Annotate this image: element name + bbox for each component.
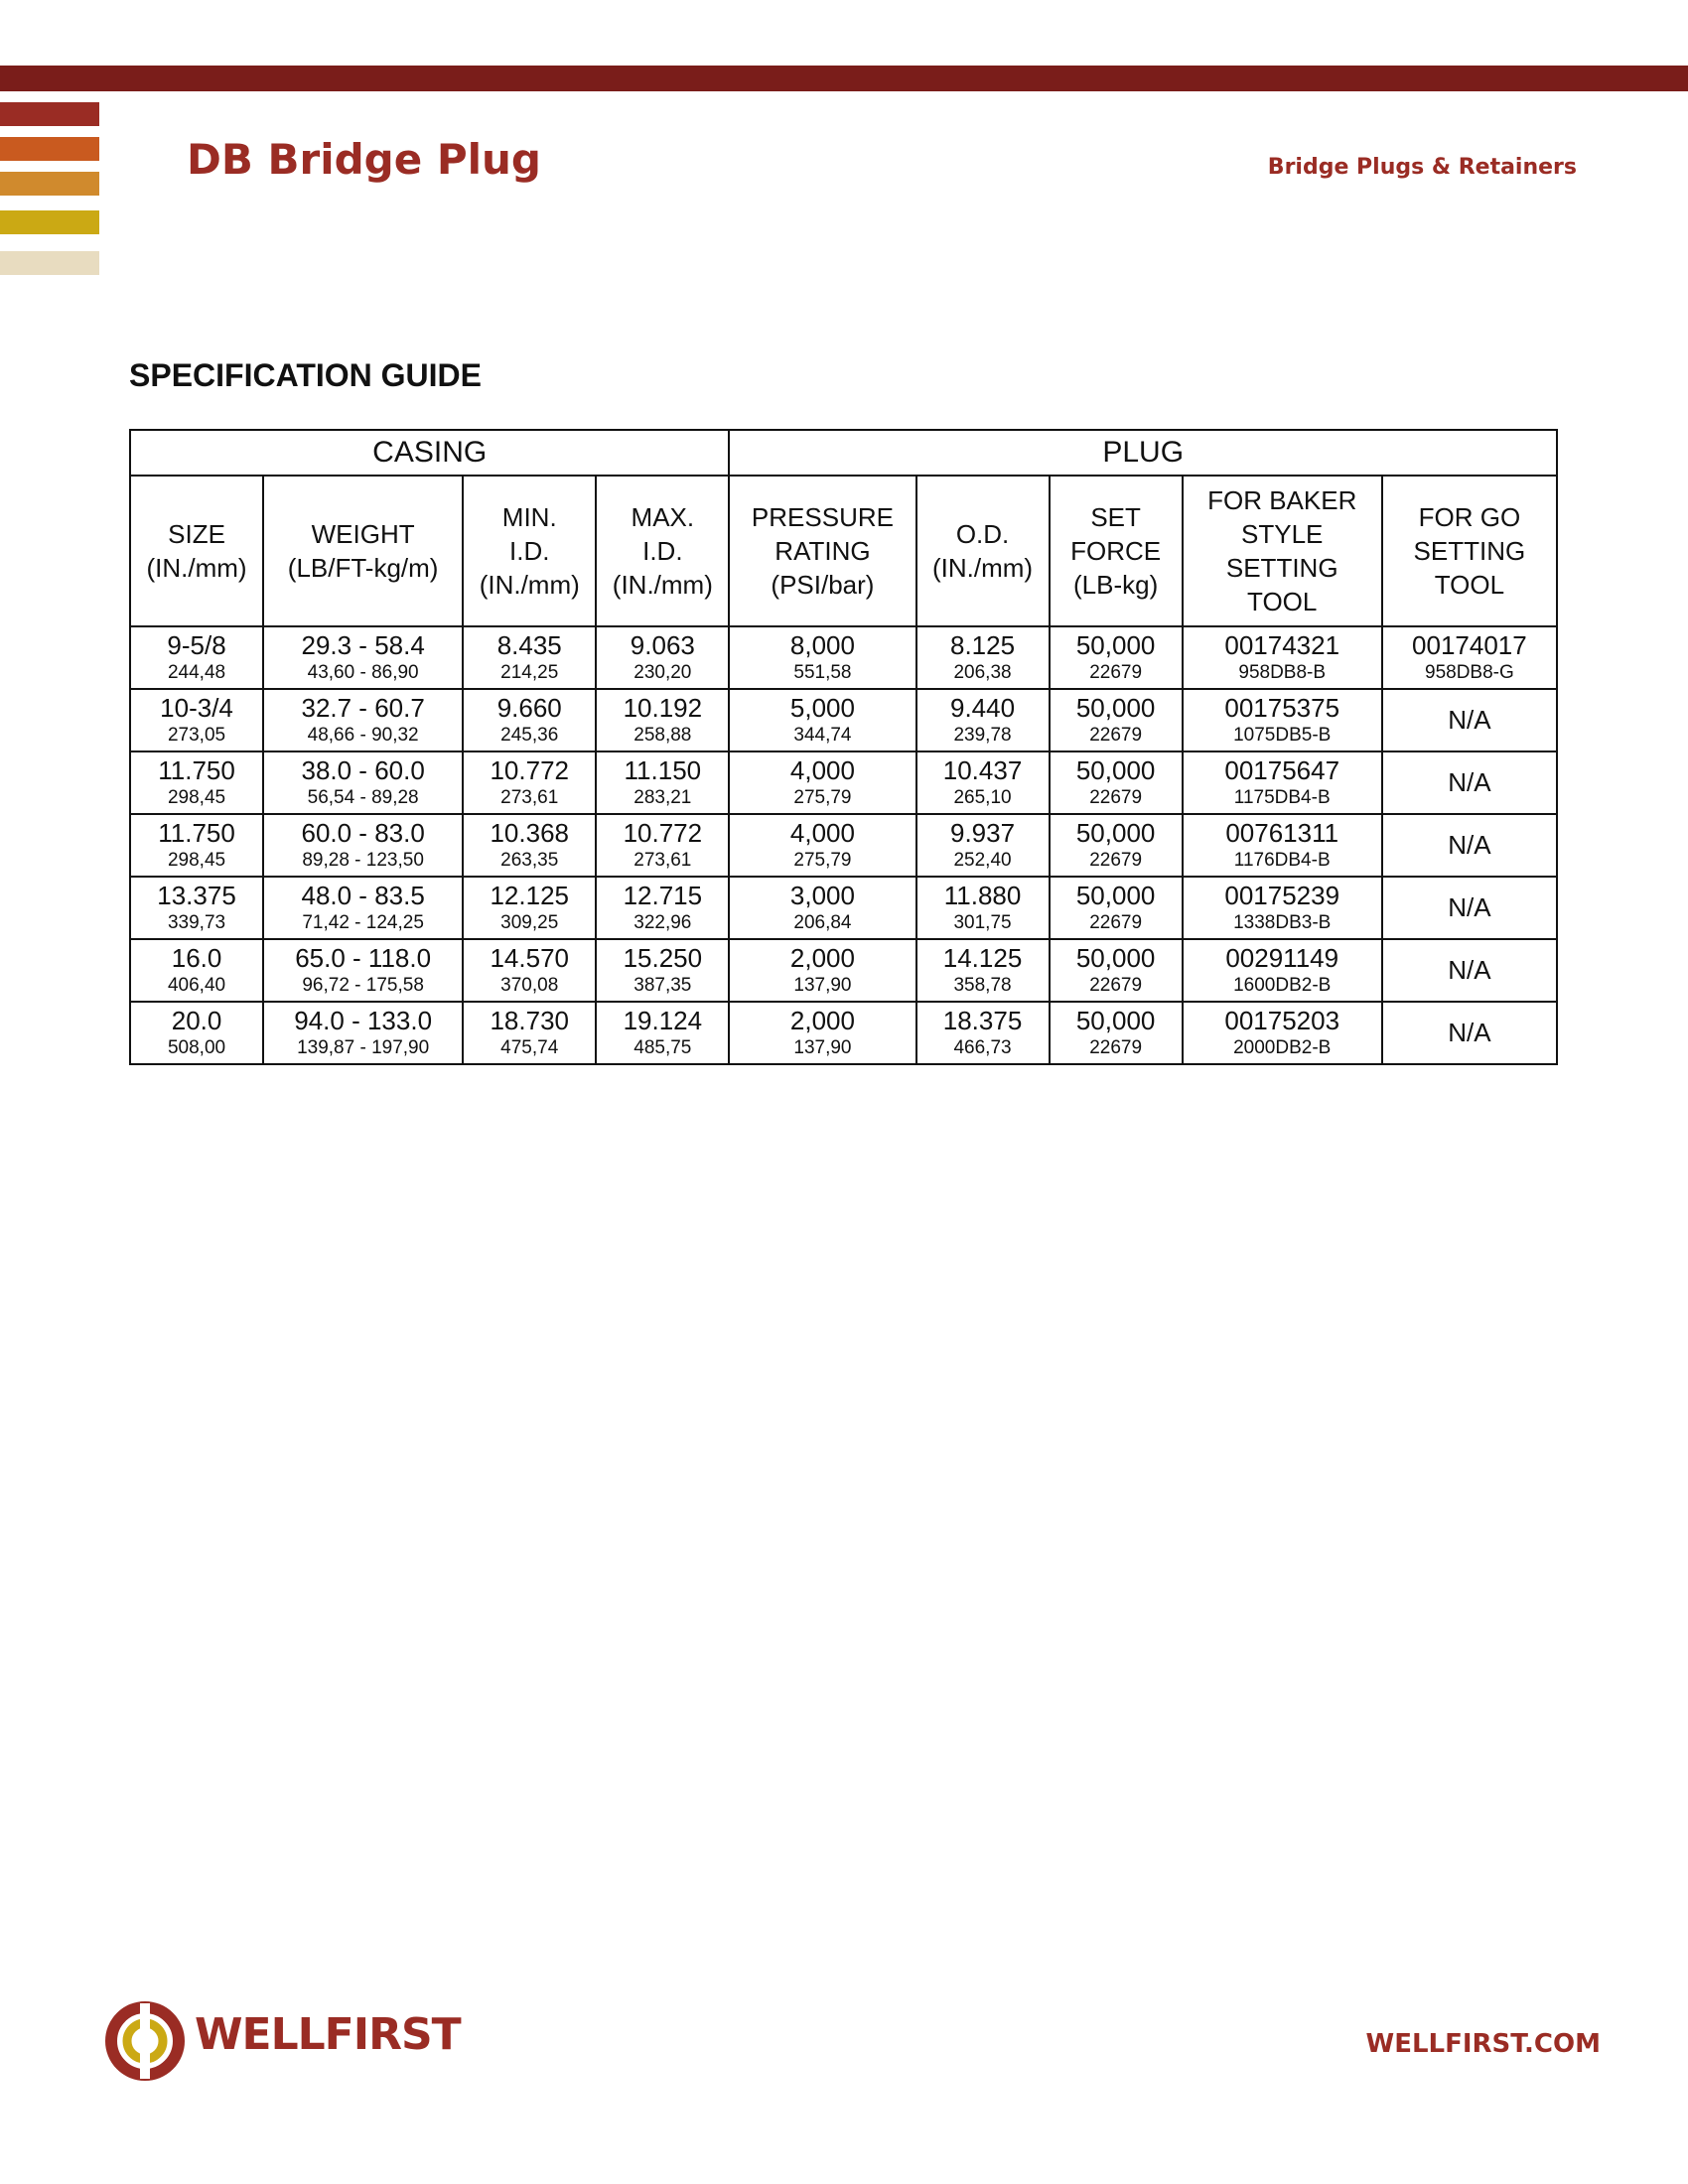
table-row <box>130 1002 1557 1064</box>
header-bar <box>0 66 1688 91</box>
cell-secondary-value: 206,38 <box>953 661 1012 683</box>
cell-primary-value: 9-5/8 <box>167 630 226 661</box>
cell-primary-value: 11.750 <box>158 818 235 849</box>
table-cell <box>916 814 1050 877</box>
cell-primary-value: 5,000 <box>789 693 855 724</box>
column-header-line: (IN./mm) <box>479 570 580 600</box>
cell-value: N/A <box>1448 767 1491 798</box>
table-cell <box>130 1002 263 1064</box>
table-cell <box>1382 877 1557 939</box>
table-cell <box>596 814 729 877</box>
cell-primary-value: 38.0 - 60.0 <box>301 755 425 786</box>
table-cell <box>130 877 263 939</box>
table-cell <box>1382 939 1557 1002</box>
cell-value: N/A <box>1448 1018 1491 1048</box>
cell-primary-value: 00175647 <box>1224 755 1340 786</box>
cell-secondary-value: 239,78 <box>953 724 1012 746</box>
column-header-line: TOOL <box>1247 587 1318 616</box>
wellfirst-logo-icon <box>103 1999 187 2083</box>
cell-secondary-value: 22679 <box>1089 786 1143 808</box>
cell-secondary-value: 43,60 - 86,90 <box>307 661 419 683</box>
cell-primary-value: 50,000 <box>1075 943 1156 974</box>
cell-primary-value: 00174321 <box>1224 630 1340 661</box>
table-cell <box>263 626 463 689</box>
cell-primary-value: 8,000 <box>789 630 855 661</box>
table-cell <box>463 877 596 939</box>
cell-primary-value: 00291149 <box>1225 943 1339 974</box>
column-header <box>596 476 729 626</box>
cell-primary-value: 3,000 <box>789 881 855 911</box>
cell-secondary-value: 230,20 <box>633 661 692 683</box>
table-cell <box>1183 877 1382 939</box>
table-cell <box>729 939 915 1002</box>
cell-secondary-value: 71,42 - 124,25 <box>302 911 424 933</box>
column-header <box>1183 476 1382 626</box>
cell-primary-value: 65.0 - 118.0 <box>295 943 432 974</box>
cell-secondary-value: 22679 <box>1089 1036 1143 1058</box>
cell-secondary-value: 358,78 <box>953 974 1012 996</box>
column-header <box>130 476 263 626</box>
cell-secondary-value: 508,00 <box>167 1036 226 1058</box>
table-cell <box>1183 1002 1382 1064</box>
table-cell <box>263 814 463 877</box>
table-cell <box>463 751 596 814</box>
cell-primary-value: 18.375 <box>942 1006 1023 1036</box>
website-link[interactable]: WELLFIRST.COM <box>1365 2029 1601 2059</box>
cell-secondary-value: 298,45 <box>167 786 226 808</box>
table-cell <box>463 626 596 689</box>
cell-primary-value: 9.660 <box>496 693 562 724</box>
casing-group-header: CASING <box>130 430 729 476</box>
column-header-line: (IN./mm) <box>931 553 1034 583</box>
column-header-line: PRESSURE <box>751 502 894 532</box>
table-cell <box>463 939 596 1002</box>
cell-secondary-value: 245,36 <box>500 724 559 746</box>
cell-secondary-value: 273,05 <box>167 724 226 746</box>
column-header-line: (IN./mm) <box>612 570 713 600</box>
cell-secondary-value: 137,90 <box>793 1036 852 1058</box>
column-header <box>1050 476 1183 626</box>
table-cell <box>729 689 915 751</box>
cell-secondary-value: 48,66 - 90,32 <box>307 724 419 746</box>
cell-primary-value: 10.772 <box>623 818 703 849</box>
table-cell <box>596 877 729 939</box>
cell-primary-value: 50,000 <box>1075 630 1156 661</box>
table-cell <box>1382 751 1557 814</box>
column-header-line: SET <box>1090 502 1141 532</box>
table-cell <box>1050 626 1183 689</box>
column-header-line: (IN./mm) <box>146 553 247 583</box>
cell-primary-value: 12.125 <box>490 881 569 911</box>
column-header-line: I.D. <box>509 536 550 566</box>
table-row <box>130 751 1557 814</box>
cell-primary-value: 2,000 <box>789 1006 855 1036</box>
cell-secondary-value: 283,21 <box>633 786 692 808</box>
table-cell <box>916 751 1050 814</box>
cell-value: N/A <box>1448 830 1491 861</box>
cell-primary-value: 10.368 <box>490 818 569 849</box>
cell-primary-value: 10.772 <box>490 755 569 786</box>
table-row <box>130 939 1557 1002</box>
cell-secondary-value: 2000DB2-B <box>1233 1036 1332 1058</box>
cell-primary-value: 9.440 <box>950 693 1016 724</box>
cell-primary-value: 14.570 <box>490 943 569 974</box>
table-cell <box>729 877 915 939</box>
column-header-line: RATING <box>774 536 871 566</box>
table-cell <box>1183 814 1382 877</box>
cell-secondary-value: 275,79 <box>793 849 852 871</box>
cell-primary-value: 11.880 <box>943 881 1022 911</box>
cell-secondary-value: 273,61 <box>500 786 559 808</box>
brand-name: WELLFIRST <box>195 2009 461 2060</box>
table-cell <box>729 814 915 877</box>
cell-secondary-value: 258,88 <box>633 724 692 746</box>
table-cell <box>1050 877 1183 939</box>
cell-secondary-value: 139,87 - 197,90 <box>297 1036 430 1058</box>
column-header <box>463 476 596 626</box>
table-row <box>130 814 1557 877</box>
specification-table <box>129 429 1558 1065</box>
table-cell <box>596 689 729 751</box>
column-header-line: TOOL <box>1434 570 1505 600</box>
cell-primary-value: 8.435 <box>496 630 562 661</box>
cell-primary-value: 32.7 - 60.7 <box>301 693 425 724</box>
cell-primary-value: 12.715 <box>623 881 703 911</box>
cell-value: N/A <box>1448 705 1491 736</box>
table-cell <box>1183 751 1382 814</box>
section-label: Bridge Plugs & Retainers <box>1267 155 1577 180</box>
column-header-line: FORCE <box>1070 536 1162 566</box>
wellfirst-logo <box>103 1999 481 2089</box>
cell-secondary-value: 22679 <box>1089 974 1143 996</box>
table-cell <box>596 939 729 1002</box>
cell-secondary-value: 1176DB4-B <box>1233 849 1331 871</box>
table-row <box>130 877 1557 939</box>
column-header <box>729 476 915 626</box>
cell-secondary-value: 206,84 <box>793 911 852 933</box>
cell-secondary-value: 387,35 <box>633 974 692 996</box>
cell-secondary-value: 551,58 <box>793 661 852 683</box>
cell-secondary-value: 406,40 <box>167 974 226 996</box>
table-cell <box>916 939 1050 1002</box>
cell-secondary-value: 1600DB2-B <box>1233 974 1332 996</box>
cell-primary-value: 50,000 <box>1075 1006 1156 1036</box>
table-cell <box>1382 1002 1557 1064</box>
cell-primary-value: 00761311 <box>1225 818 1339 849</box>
cell-secondary-value: 466,73 <box>953 1036 1012 1058</box>
cell-primary-value: 10.437 <box>942 755 1023 786</box>
column-header-line: FOR GO <box>1418 502 1521 532</box>
cell-primary-value: 50,000 <box>1075 881 1156 911</box>
table-cell <box>1050 939 1183 1002</box>
cell-primary-value: 11.150 <box>624 755 702 786</box>
cell-primary-value: 16.0 <box>171 943 222 974</box>
column-header-line: SETTING <box>1225 553 1338 583</box>
table-row <box>130 626 1557 689</box>
column-header <box>263 476 463 626</box>
cell-primary-value: 4,000 <box>789 818 855 849</box>
table-cell <box>916 877 1050 939</box>
column-header-line: (PSI/bar) <box>771 570 875 600</box>
cell-primary-value: 50,000 <box>1075 755 1156 786</box>
cell-primary-value: 48.0 - 83.5 <box>301 881 425 911</box>
table-cell <box>263 751 463 814</box>
table-cell <box>1382 814 1557 877</box>
plug-group-header: PLUG <box>729 430 1557 476</box>
table-cell <box>463 1002 596 1064</box>
cell-primary-value: 19.124 <box>623 1006 703 1036</box>
column-header-line: WEIGHT <box>311 519 415 549</box>
column-header <box>916 476 1050 626</box>
column-header-row <box>130 476 1557 626</box>
table-cell <box>130 814 263 877</box>
table-cell <box>1050 751 1183 814</box>
cell-primary-value: 00174017 <box>1412 630 1527 661</box>
cell-secondary-value: 344,74 <box>793 724 852 746</box>
cell-secondary-value: 273,61 <box>633 849 692 871</box>
cell-secondary-value: 252,40 <box>953 849 1012 871</box>
cell-primary-value: 10.192 <box>623 693 703 724</box>
cell-secondary-value: 22679 <box>1089 911 1143 933</box>
column-header-line: O.D. <box>955 519 1010 549</box>
document-title: DB Bridge Plug <box>187 135 541 184</box>
table-cell <box>729 626 915 689</box>
cell-primary-value: 9.063 <box>630 630 695 661</box>
table-cell <box>263 1002 463 1064</box>
cell-secondary-value: 1175DB4-B <box>1233 786 1331 808</box>
cell-secondary-value: 309,25 <box>500 911 559 933</box>
cell-primary-value: 00175375 <box>1224 693 1340 724</box>
specification-body <box>130 626 1557 1064</box>
cell-primary-value: 15.250 <box>623 943 703 974</box>
cell-secondary-value: 370,08 <box>500 974 559 996</box>
table-cell <box>916 1002 1050 1064</box>
table-cell <box>729 1002 915 1064</box>
cell-secondary-value: 322,96 <box>633 911 692 933</box>
cell-secondary-value: 96,72 - 175,58 <box>302 974 424 996</box>
cell-primary-value: 18.730 <box>490 1006 569 1036</box>
header-stripe <box>0 210 99 234</box>
cell-primary-value: 00175203 <box>1224 1006 1340 1036</box>
header-stripe <box>0 102 99 126</box>
header-stripe <box>0 251 99 275</box>
table-cell <box>1050 814 1183 877</box>
table-cell <box>263 939 463 1002</box>
cell-secondary-value: 22679 <box>1089 849 1143 871</box>
cell-primary-value: 8.125 <box>950 630 1016 661</box>
cell-primary-value: 14.125 <box>942 943 1023 974</box>
column-header <box>1382 476 1557 626</box>
cell-primary-value: 50,000 <box>1075 818 1156 849</box>
column-header-line: FOR BAKER <box>1207 485 1357 515</box>
cell-secondary-value: 265,10 <box>953 786 1012 808</box>
table-cell <box>1183 939 1382 1002</box>
cell-primary-value: 94.0 - 133.0 <box>294 1006 433 1036</box>
cell-value: N/A <box>1448 955 1491 986</box>
cell-secondary-value: 89,28 - 123,50 <box>302 849 424 871</box>
column-header-line: (LB-kg) <box>1072 570 1159 600</box>
table-cell <box>916 689 1050 751</box>
table-cell <box>1183 626 1382 689</box>
column-header-line: I.D. <box>642 536 683 566</box>
table-cell <box>1183 689 1382 751</box>
cell-secondary-value: 1075DB5-B <box>1233 724 1332 746</box>
table-cell <box>130 689 263 751</box>
column-header-line: MAX. <box>631 502 695 532</box>
specification-title: SPECIFICATION GUIDE <box>129 357 482 393</box>
cell-secondary-value: 56,54 - 89,28 <box>307 786 419 808</box>
cell-secondary-value: 958DB8-G <box>1425 661 1514 683</box>
table-cell <box>130 626 263 689</box>
cell-primary-value: 13.375 <box>157 881 236 911</box>
table-cell <box>130 939 263 1002</box>
cell-secondary-value: 22679 <box>1089 724 1143 746</box>
cell-primary-value: 50,000 <box>1075 693 1156 724</box>
cell-secondary-value: 475,74 <box>500 1036 559 1058</box>
cell-secondary-value: 214,25 <box>500 661 559 683</box>
cell-secondary-value: 275,79 <box>793 786 852 808</box>
column-header-line: SIZE <box>168 519 225 549</box>
header-stripe <box>0 172 99 196</box>
table-cell <box>1050 689 1183 751</box>
table-cell <box>463 814 596 877</box>
cell-secondary-value: 485,75 <box>633 1036 692 1058</box>
cell-primary-value: 20.0 <box>171 1006 222 1036</box>
cell-primary-value: 00175239 <box>1224 881 1340 911</box>
table-cell <box>596 751 729 814</box>
cell-primary-value: 2,000 <box>789 943 855 974</box>
table-cell <box>1382 626 1557 689</box>
table-cell <box>263 689 463 751</box>
table-cell <box>729 751 915 814</box>
cell-primary-value: 4,000 <box>789 755 855 786</box>
table-cell <box>916 626 1050 689</box>
cell-secondary-value: 339,73 <box>167 911 226 933</box>
table-cell <box>1382 689 1557 751</box>
table-cell <box>596 1002 729 1064</box>
column-header-line: MIN. <box>501 502 557 532</box>
cell-secondary-value: 263,35 <box>500 849 559 871</box>
table-cell <box>596 626 729 689</box>
column-header-line: (LB/FT-kg/m) <box>287 553 439 583</box>
cell-primary-value: 9.937 <box>950 818 1016 849</box>
table-cell <box>1050 1002 1183 1064</box>
cell-primary-value: 29.3 - 58.4 <box>301 630 425 661</box>
cell-value: N/A <box>1448 892 1491 923</box>
cell-secondary-value: 244,48 <box>167 661 226 683</box>
cell-primary-value: 60.0 - 83.0 <box>301 818 425 849</box>
table-row <box>130 689 1557 751</box>
cell-secondary-value: 137,90 <box>793 974 852 996</box>
cell-secondary-value: 1338DB3-B <box>1233 911 1332 933</box>
table-cell <box>130 751 263 814</box>
table-cell <box>263 877 463 939</box>
table-cell <box>463 689 596 751</box>
column-header-line: SETTING <box>1413 536 1526 566</box>
cell-secondary-value: 958DB8-B <box>1238 661 1327 683</box>
header-stripe <box>0 137 99 161</box>
cell-primary-value: 11.750 <box>158 755 235 786</box>
cell-secondary-value: 301,75 <box>953 911 1012 933</box>
cell-secondary-value: 22679 <box>1089 661 1143 683</box>
cell-secondary-value: 298,45 <box>167 849 226 871</box>
column-header-line: STYLE <box>1241 519 1324 549</box>
cell-primary-value: 10-3/4 <box>160 693 233 724</box>
